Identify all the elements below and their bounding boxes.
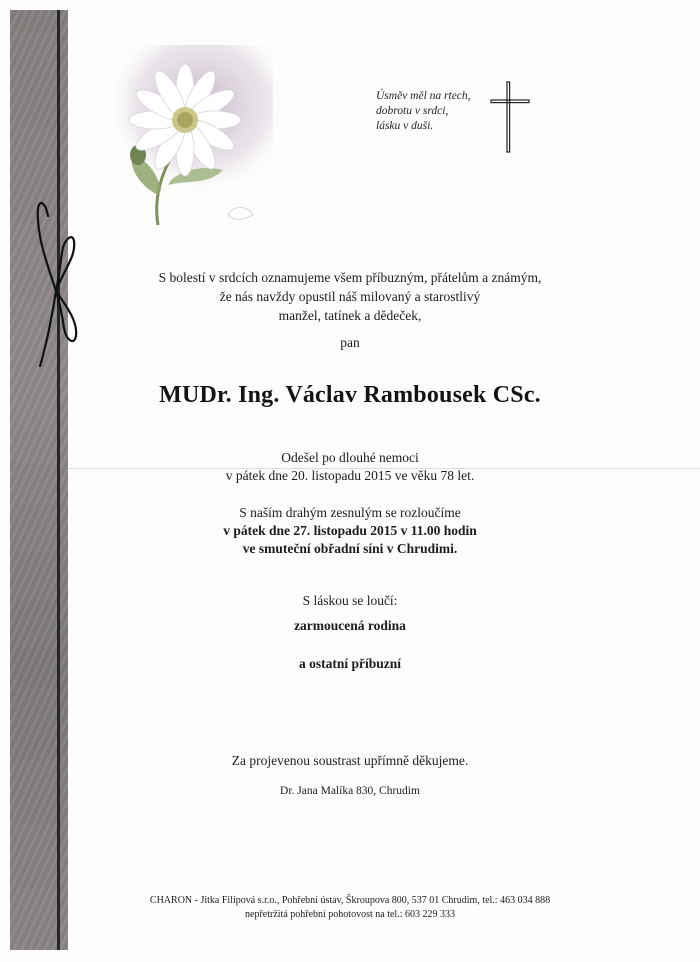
ribbon-bow-icon <box>26 196 96 386</box>
intro-line: S bolestí v srdcích oznamujeme všem příbuzným, přátelům a známým, <box>158 270 542 285</box>
funeral-service-footer <box>110 894 590 922</box>
funeral-place: ve smuteční obřadní síni v Chrudimi. <box>242 541 458 556</box>
family-address: Dr. Jana Malíka 830, Chrudim <box>280 785 420 797</box>
motto-line: lásku v duši. <box>376 120 434 132</box>
death-notice <box>130 449 570 485</box>
funeral-date: v pátek dne 27. listopadu 2015 v 11.00 hodin <box>223 523 477 538</box>
intro-line: že nás navždy opustil náš milovaný a starostlivý <box>219 289 481 304</box>
motto-line: dobrotu v srdci, <box>376 105 449 117</box>
motto-line: Úsměv měl na rtech, <box>376 90 471 102</box>
farewell-intro: S láskou se loučí: <box>302 593 398 608</box>
footer-line: CHARON - Jitka Filipová s.r.o., Pohřební ústav, Škroupova 800, 537 01 Chrudim, tel.: 463 034 888 <box>149 895 551 906</box>
announcement-intro <box>130 268 570 325</box>
footer-line: nepřetržitá pohřební pohotovost na tel.: 603 229 333 <box>245 909 455 920</box>
daisy-flower-icon <box>113 45 273 235</box>
funeral-info <box>130 504 570 558</box>
motto <box>376 89 486 134</box>
funeral-intro: S naším drahým zesnulým se rozloučíme <box>239 505 461 520</box>
farewell-family: zarmoucená rodina <box>294 618 406 633</box>
salutation: pan <box>340 335 360 350</box>
death-line: Odešel po dlouhé nemoci <box>281 450 419 465</box>
cross-icon <box>488 80 532 154</box>
thanks-text: Za projevenou soustrast upřímně děkujeme. <box>231 753 469 768</box>
death-line: v pátek dne 20. listopadu 2015 ve věku 78 let. <box>225 468 475 483</box>
deceased-name: MUDr. Ing. Václav Rambousek CSc. <box>159 382 541 408</box>
side-band-line <box>57 10 60 950</box>
farewell-relatives: a ostatní příbuzní <box>298 656 402 671</box>
intro-line: manžel, tatínek a dědeček, <box>278 308 422 323</box>
